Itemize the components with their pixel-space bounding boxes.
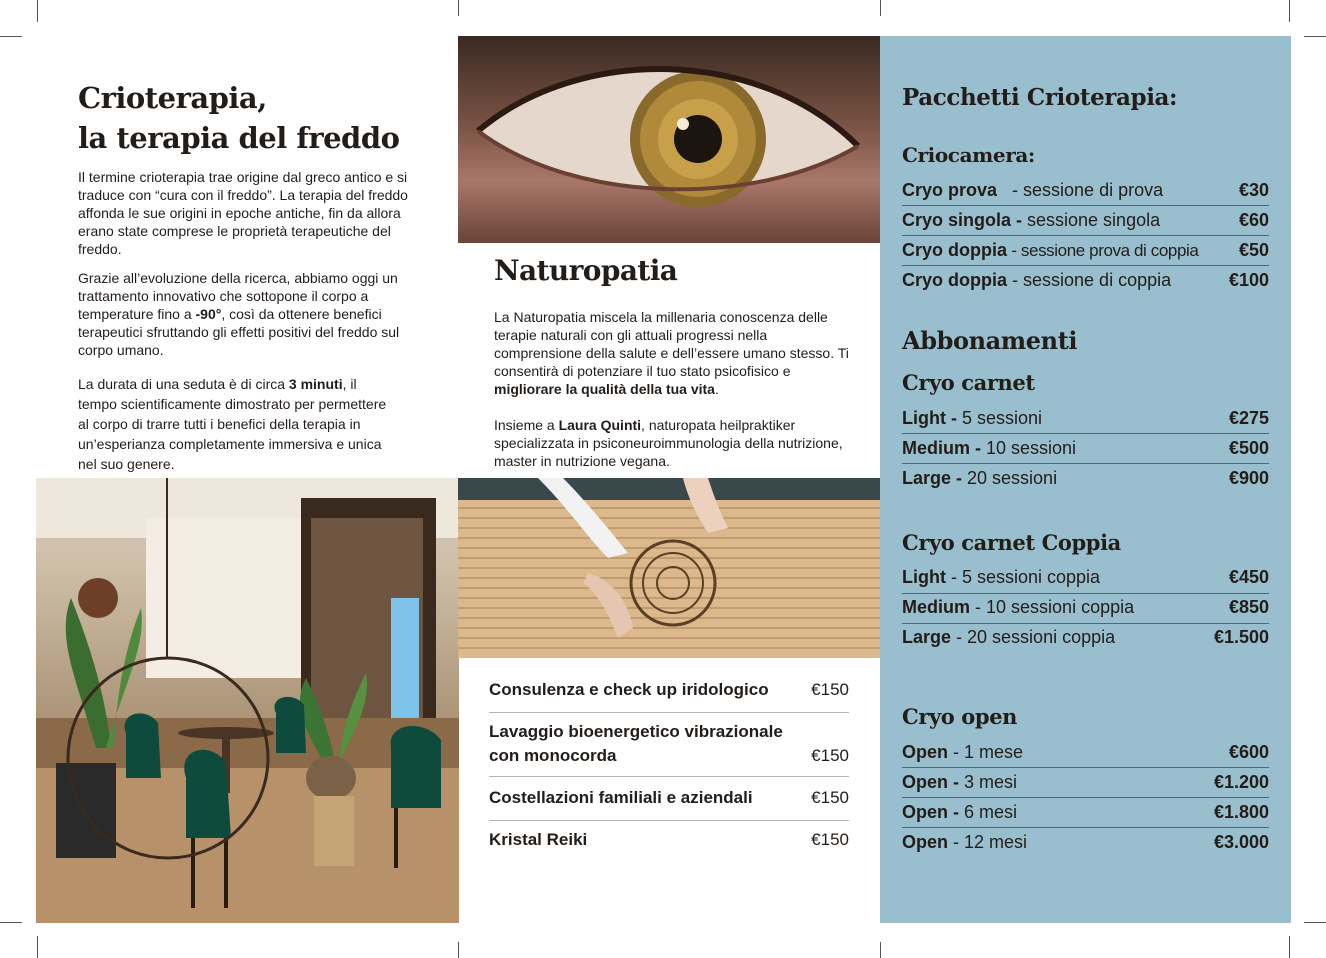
- row-price: €1.200: [1213, 772, 1269, 792]
- row-desc: - 1 mese: [948, 742, 1024, 762]
- abbonamenti-title: Abbonamenti: [902, 326, 1078, 355]
- text: , naturopata heilpraktiker specializzata in psiconeuroimmunologia della nutrizione, master in nutrizione vegana.: [494, 417, 843, 469]
- price-row-open-1: [902, 738, 1269, 766]
- crioterapia-title: [78, 78, 399, 158]
- text: .: [714, 381, 719, 397]
- row-label: Open -: [902, 772, 959, 792]
- row-label: Large: [902, 627, 952, 647]
- price-row-open-6: [902, 798, 1269, 826]
- price-row-cryo-doppia-prova: [902, 236, 1269, 264]
- row-label: Cryo prova: [902, 180, 998, 200]
- text: , il tempo scientificamente dimostrato per permettere al corpo di trarre tutti i benefici della terapia in un’esperianza completamente immersiva e unica nel suo genere.: [78, 376, 387, 472]
- service-name: Kristal Reiki: [489, 830, 588, 849]
- row-label: Cryo singola -: [902, 210, 1023, 230]
- row-label: Open -: [902, 802, 959, 822]
- service-constellations: [489, 786, 849, 810]
- carnet-title: Cryo carnet: [902, 370, 1035, 395]
- service-price: €150: [811, 788, 849, 807]
- naturopatia-intro: [494, 308, 854, 398]
- coppia-title: Cryo carnet Coppia: [902, 530, 1121, 555]
- crop-mark: [458, 0, 459, 16]
- text: La Naturopatia miscela la millenaria conoscenza delle terapie naturali con gli attuali progressi nella comprensione della salute e dell’essere umano stesso. Ti consentirà di potenziare il tuo stato psicofisico e: [494, 309, 849, 379]
- naturopatia-title: Naturopatia: [494, 254, 678, 287]
- practitioner-name: Laura Quinti: [558, 417, 642, 433]
- crop-mark: [0, 922, 22, 923]
- row-label: Large -: [902, 468, 963, 488]
- row-price: €600: [1228, 742, 1269, 762]
- row-price: €275: [1228, 408, 1269, 428]
- price-row-cryo-doppia: [902, 266, 1269, 294]
- row-desc: - 20 sessioni coppia: [951, 627, 1116, 647]
- row-desc: - sessione di coppia: [1007, 270, 1172, 290]
- criocamera-title: Criocamera:: [902, 143, 1035, 167]
- text: La durata di una seduta è di circa: [78, 376, 289, 392]
- row-desc: - 12 mesi: [948, 832, 1028, 852]
- crioterapia-evolution: [78, 269, 418, 359]
- eye-photo: [458, 36, 881, 243]
- naturopatia-practitioner: [494, 416, 854, 470]
- service-reiki: [489, 828, 849, 852]
- row-desc: 10 sessioni: [981, 438, 1077, 458]
- row-label: Open: [902, 832, 949, 852]
- row-desc: 6 mesi: [959, 802, 1018, 822]
- row-price: €500: [1228, 438, 1269, 458]
- row-label: Medium: [902, 597, 971, 617]
- crioterapia-intro: Il termine crioterapia trae origine dal greco antico e si traduce con “cura con il freddo”. La terapia del freddo affonda le sue origini in epoche antiche, fin da allora erano state comprese le proprietà terapeutiche del freddo.: [78, 169, 408, 257]
- divider: [489, 820, 849, 821]
- price-row-coppia-medium: [902, 593, 1269, 621]
- divider: [489, 776, 849, 777]
- service-price: €150: [811, 746, 849, 765]
- price-row-carnet-medium: [902, 434, 1269, 462]
- monochord-photo: [458, 478, 881, 658]
- row-label: Cryo doppia: [902, 270, 1008, 290]
- row-price: €1.800: [1213, 802, 1269, 822]
- row-price: €900: [1228, 468, 1269, 488]
- duration-highlight: 3 minuti: [288, 376, 343, 392]
- open-title: Cryo open: [902, 704, 1018, 729]
- service-name: Costellazioni familiali e aziendali: [489, 788, 753, 807]
- packages-title: Pacchetti Crioterapia:: [902, 84, 1178, 111]
- title-line: Crioterapia,: [78, 81, 267, 115]
- service-name: Lavaggio bioenergetico vibrazionale: [489, 722, 783, 741]
- divider: [489, 712, 849, 713]
- price-row-coppia-large: [902, 623, 1269, 651]
- row-price: €100: [1228, 270, 1269, 290]
- row-desc: sessione singola: [1022, 210, 1161, 230]
- row-label: Light: [902, 567, 946, 587]
- crop-mark: [1304, 922, 1326, 923]
- price-row-carnet-large: [902, 464, 1269, 492]
- row-label: Cryo doppia: [902, 240, 1008, 260]
- row-desc: 5 sessioni: [956, 408, 1043, 428]
- service-price: €150: [811, 830, 849, 849]
- text: , così da ottenere benefici terapeutici sfruttando gli effetti positivi del freddo sul corpo umano.: [78, 306, 400, 358]
- lounge-photo: [36, 478, 459, 923]
- title-line: la terapia del freddo: [78, 121, 400, 155]
- service-monochord: [489, 720, 849, 768]
- row-price: €3.000: [1213, 832, 1269, 852]
- crioterapia-duration: [78, 374, 398, 474]
- crop-mark: [1289, 936, 1290, 958]
- service-iridology: [489, 678, 849, 702]
- crop-mark: [37, 0, 38, 22]
- row-desc: - 5 sessioni coppia: [945, 567, 1101, 587]
- price-row-cryo-singola: [902, 206, 1269, 234]
- eye-illustration: [458, 36, 881, 243]
- row-label: Medium -: [902, 438, 981, 458]
- row-desc: - 10 sessioni coppia: [970, 597, 1135, 617]
- crop-mark: [880, 942, 881, 958]
- row-desc: 20 sessioni: [962, 468, 1058, 488]
- row-desc: - sessione di prova: [997, 180, 1164, 200]
- row-price: €850: [1228, 597, 1269, 617]
- row-label: Light -: [902, 408, 957, 428]
- crop-mark: [880, 0, 881, 16]
- crop-mark: [37, 936, 38, 958]
- crop-mark: [458, 942, 459, 958]
- price-row-open-3: [902, 768, 1269, 796]
- service-price: €150: [811, 680, 849, 699]
- crop-mark: [1304, 36, 1326, 37]
- price-row-coppia-light: [902, 563, 1269, 591]
- row-price: €50: [1238, 240, 1269, 260]
- crop-mark: [1289, 0, 1290, 22]
- row-label: Open: [902, 742, 949, 762]
- text: Insieme a: [494, 417, 559, 433]
- row-desc: 3 mesi: [959, 772, 1018, 792]
- price-row-carnet-light: [902, 404, 1269, 432]
- row-price: €450: [1228, 567, 1269, 587]
- row-price: €1.500: [1213, 627, 1269, 647]
- price-row-cryo-prova: [902, 176, 1269, 204]
- service-name: con monocorda: [489, 746, 617, 765]
- row-price: €60: [1238, 210, 1269, 230]
- price-row-open-12: [902, 828, 1269, 856]
- lounge-illustration: [36, 478, 459, 923]
- service-name: Consulenza e check up iridologico: [489, 680, 769, 699]
- crop-mark: [0, 36, 22, 37]
- temperature-highlight: -90°: [195, 306, 222, 322]
- monochord-illustration: [458, 478, 881, 658]
- text: Grazie all’evoluzione della ricerca, abbiamo oggi un trattamento innovativo che sottopone il corpo a temperature fino a: [78, 270, 398, 322]
- row-desc: - sessione prova di coppia: [1007, 241, 1199, 260]
- row-price: €30: [1238, 180, 1269, 200]
- quality-highlight: migliorare la qualità della tua vita: [494, 381, 715, 397]
